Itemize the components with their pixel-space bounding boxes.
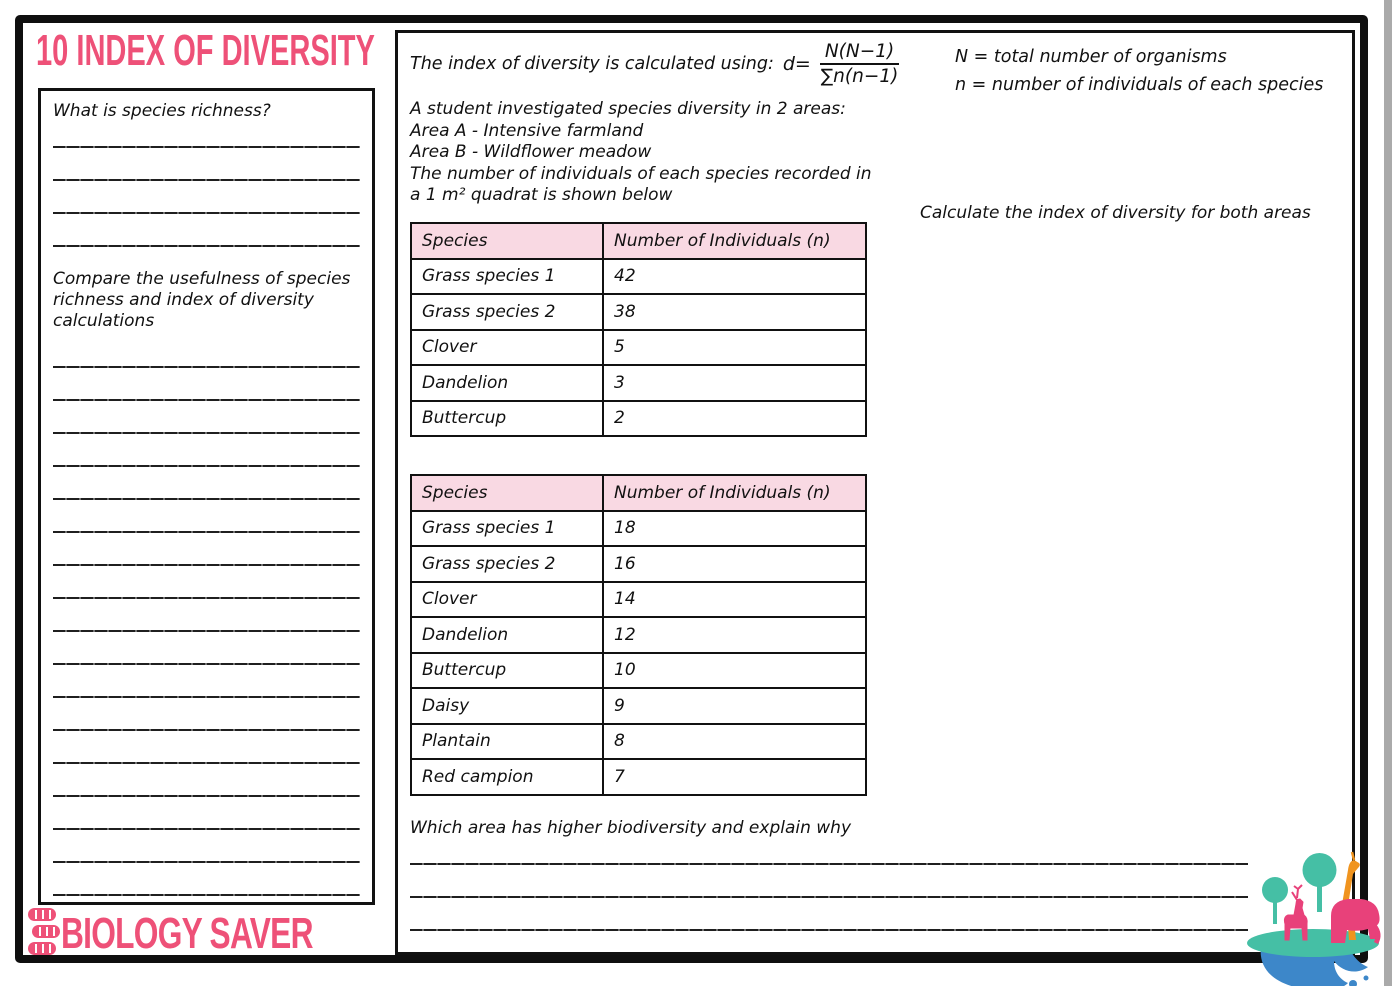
formula-fraction — [820, 41, 899, 88]
table-row — [412, 723, 865, 759]
blank-answer-line — [53, 401, 360, 434]
table-cell: Buttercup — [422, 660, 507, 681]
table-cell: Grass species 1 — [422, 518, 556, 539]
main-worksheet-box — [395, 30, 1355, 955]
table-cell: 12 — [602, 618, 865, 652]
table-header-cell: Number of Individuals (n) — [602, 476, 865, 510]
table-cell: 5 — [602, 331, 865, 365]
formula-lhs: d= — [782, 53, 811, 76]
text-line: Area B - Wildflower meadow — [410, 142, 652, 162]
table-cell: 38 — [602, 295, 865, 329]
table-header-cell: Species — [422, 482, 488, 503]
table-cell: Plantain — [422, 731, 491, 752]
blank-answer-line — [53, 500, 360, 533]
table-cell: Clover — [422, 337, 477, 358]
text-line: n = number of individuals of each species — [955, 75, 1324, 95]
final-question: Which area has higher biodiversity and explain why — [410, 818, 852, 838]
table-cell: Grass species 2 — [422, 301, 556, 322]
text-line: A student investigated species diversity in 2 areas: — [410, 99, 846, 119]
table-header-cell: Species — [422, 230, 488, 251]
blank-answer-line — [410, 832, 1248, 865]
calculate-prompt: Calculate the index of diversity for both areas — [920, 203, 1311, 223]
blank-answer-line — [410, 865, 1248, 898]
blank-answer-line — [53, 731, 360, 764]
table-row — [412, 400, 865, 436]
formula-legend — [955, 43, 1323, 99]
table-header-row — [412, 476, 865, 510]
table-cell: 3 — [602, 366, 865, 400]
blank-answer-line — [53, 797, 360, 830]
formula-denominator: ∑n(n−1) — [820, 66, 899, 88]
text-line: N = total number of organisms — [955, 47, 1227, 67]
table-cell: 10 — [602, 654, 865, 688]
blank-answer-line — [53, 214, 360, 247]
text-line: The number of individuals of each species recorded in — [410, 163, 872, 184]
table-cell: Grass species 2 — [422, 553, 556, 574]
question-species-richness: What is species richness? — [53, 101, 271, 121]
table-cell: 7 — [602, 760, 865, 794]
blank-answer-line — [53, 148, 360, 181]
blank-answer-line — [53, 181, 360, 214]
table-row — [412, 652, 865, 688]
index-of-diversity-formula — [410, 41, 899, 88]
table-cell: 9 — [602, 689, 865, 723]
blank-answer-line — [53, 368, 360, 401]
sidebar-question-box — [38, 88, 375, 905]
page-title: 10 INDEX OF DIVERSITY — [36, 26, 375, 75]
blank-answer-line — [53, 632, 360, 665]
table-row — [412, 364, 865, 400]
text-line: a 1 m² quadrat is shown below — [410, 185, 673, 205]
table-cell: Grass species 1 — [422, 266, 556, 287]
answer-lines-q2 — [53, 335, 360, 896]
table-cell: Dandelion — [422, 624, 509, 645]
table-cell: 2 — [602, 402, 865, 436]
table-row — [412, 545, 865, 581]
formula-numerator: N(N−1) — [820, 41, 899, 65]
question-compare-usefulness: Compare the usefulness of species richness and index of diversity calculations — [53, 269, 351, 331]
table-cell: 8 — [602, 725, 865, 759]
brand-name: BIOLOGY SAVER — [61, 909, 313, 958]
table-cell: Daisy — [422, 695, 470, 716]
blank-answer-line — [53, 566, 360, 599]
table-cell: Red campion — [422, 766, 534, 787]
answer-lines-q1 — [53, 115, 360, 247]
blank-answer-line — [53, 764, 360, 797]
table-header-row — [412, 224, 865, 258]
blank-answer-line — [53, 665, 360, 698]
table-cell: Buttercup — [422, 408, 507, 429]
table-row — [412, 293, 865, 329]
table-row — [412, 510, 865, 546]
text-line: Area A - Intensive farmland — [410, 120, 644, 141]
table-area-a — [410, 222, 867, 437]
answer-lines-final — [410, 832, 1248, 931]
blank-answer-line — [53, 599, 360, 632]
table-cell: 18 — [602, 512, 865, 546]
blank-answer-line — [410, 898, 1248, 931]
formula-intro-text: The index of diversity is calculated using: — [410, 54, 774, 75]
blank-answer-line — [53, 467, 360, 500]
table-cell: 14 — [602, 583, 865, 617]
task-description — [410, 99, 872, 207]
blank-answer-line — [53, 434, 360, 467]
table-row — [412, 581, 865, 617]
blank-answer-line — [53, 698, 360, 731]
table-header-cell: Number of Individuals (n) — [602, 224, 865, 258]
biodiversity-planet-logo — [1245, 840, 1385, 986]
blank-answer-line — [53, 335, 360, 368]
table-row — [412, 758, 865, 794]
table-row — [412, 258, 865, 294]
blank-answer-line — [53, 830, 360, 863]
table-area-b — [410, 474, 867, 796]
window-edge-strip — [1384, 0, 1392, 986]
table-cell: Clover — [422, 589, 477, 610]
blank-answer-line — [53, 533, 360, 566]
table-row — [412, 329, 865, 365]
table-row — [412, 687, 865, 723]
dna-icon — [26, 906, 60, 962]
island-icon — [1247, 929, 1379, 957]
table-cell: 42 — [602, 260, 865, 294]
table-cell: Dandelion — [422, 372, 509, 393]
blank-answer-line — [53, 115, 360, 148]
biology-saver-logo — [26, 906, 411, 962]
blank-answer-line — [53, 863, 360, 896]
table-cell: 16 — [602, 547, 865, 581]
table-row — [412, 616, 865, 652]
